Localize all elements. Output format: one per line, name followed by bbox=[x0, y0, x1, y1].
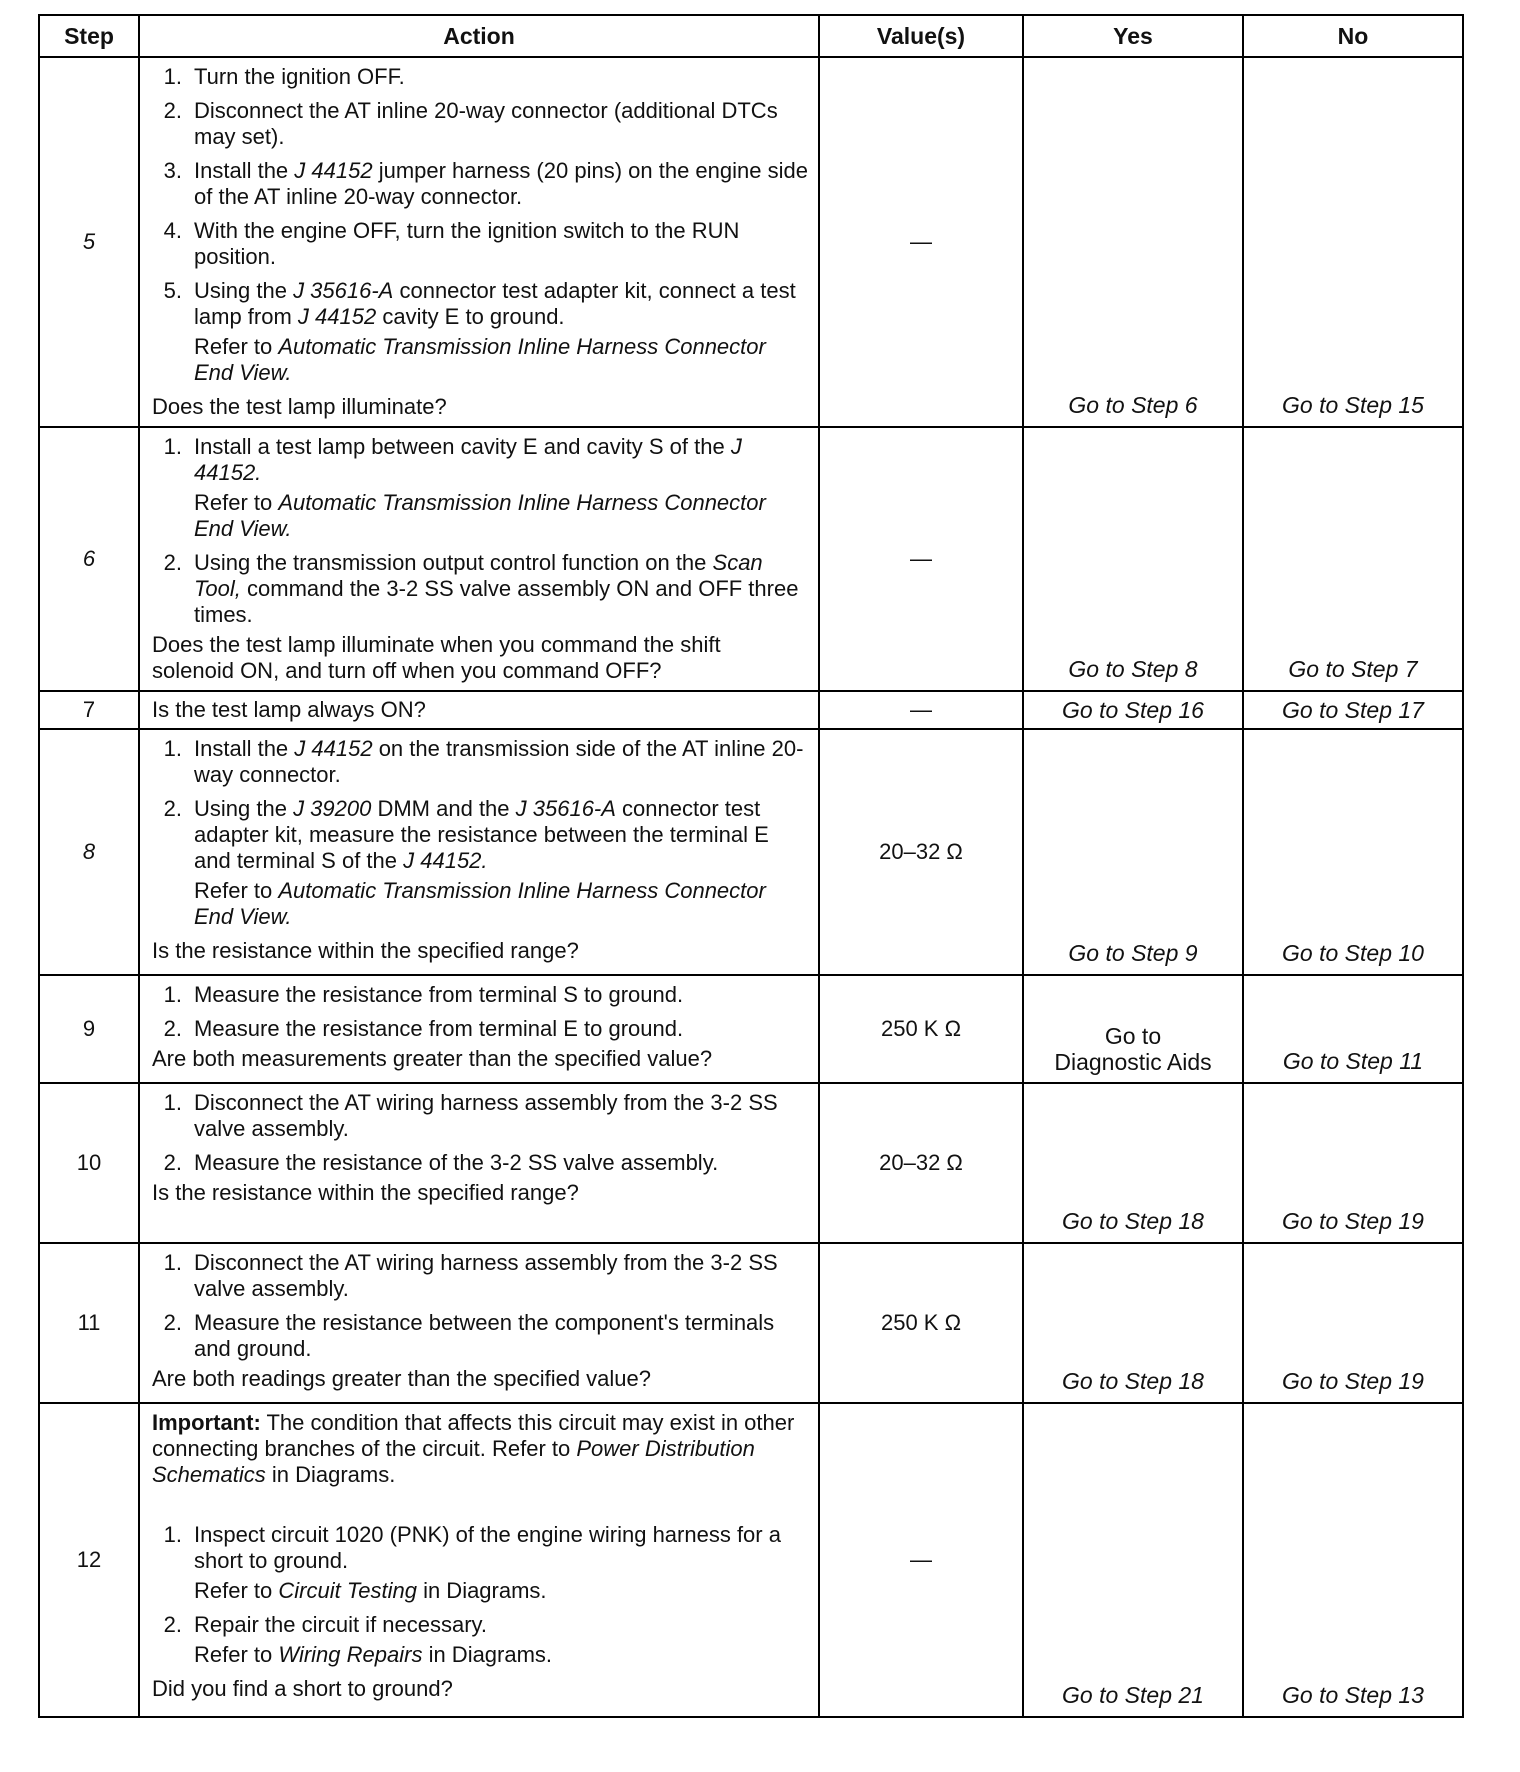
value-cell: 250 K Ω bbox=[819, 975, 1023, 1083]
action-cell bbox=[139, 1083, 819, 1243]
step-number: 9 bbox=[39, 975, 139, 1083]
table-row-step-9 bbox=[39, 975, 1463, 1083]
action-list bbox=[152, 1250, 808, 1362]
important-note: Important: The condition that affects this circuit may exist in other connecting branches of the circuit. Refer to Power Distribution Schematics in Diagrams. bbox=[152, 1410, 795, 1487]
no-cell: Go to Step 15 bbox=[1243, 57, 1463, 427]
list-item: 2. Disconnect the AT inline 20-way connector (additional DTCs may set). bbox=[163, 98, 778, 149]
table-row-step-6 bbox=[39, 427, 1463, 691]
list-item: 2. Measure the resistance between the component's terminals and ground. bbox=[163, 1310, 775, 1361]
tool-ref: J 39200 bbox=[293, 796, 372, 821]
header-row bbox=[39, 15, 1463, 57]
value-cell: — bbox=[819, 427, 1023, 691]
header-values: Value(s) bbox=[819, 15, 1023, 57]
question: Are both readings greater than the specified value? bbox=[152, 1366, 651, 1391]
step-number: 7 bbox=[39, 691, 139, 729]
doc-ref: Automatic Transmission Inline Harness Connector End View. bbox=[194, 878, 766, 929]
action-list bbox=[152, 982, 808, 1042]
no-cell: Go to Step 19 bbox=[1243, 1083, 1463, 1243]
table-row-step-12 bbox=[39, 1403, 1463, 1717]
list-item: 1. Install the J 44152 on the transmission side of the AT inline 20-way connector. bbox=[163, 736, 804, 787]
tool-ref: J 44152. bbox=[194, 434, 742, 485]
list-item: 2. Repair the circuit if necessary. bbox=[163, 1612, 488, 1637]
refer-note: Refer to Automatic Transmission Inline Harness Connector End View. bbox=[194, 334, 766, 385]
action-list bbox=[152, 736, 808, 874]
step-number: 12 bbox=[39, 1403, 139, 1717]
header-step: Step bbox=[39, 15, 139, 57]
no-cell: Go to Step 7 bbox=[1243, 427, 1463, 691]
action-cell bbox=[139, 691, 819, 729]
action-cell bbox=[139, 427, 819, 691]
yes-line: Go to bbox=[1104, 1023, 1162, 1049]
table-row-step-11 bbox=[39, 1243, 1463, 1403]
doc-ref: Automatic Transmission Inline Harness Connector End View. bbox=[194, 334, 766, 385]
action-list bbox=[152, 64, 808, 330]
list-item: 1. Install a test lamp between cavity E and cavity S of the J 44152. bbox=[163, 434, 742, 485]
list-item: 2. Using the J 39200 DMM and the J 35616-A connector test adapter kit, measure the resistance between the terminal E and terminal S of the J 44152. bbox=[163, 796, 769, 873]
action-list bbox=[152, 550, 808, 628]
action-list bbox=[152, 1090, 808, 1176]
header-yes: Yes bbox=[1023, 15, 1243, 57]
no-cell: Go to Step 11 bbox=[1243, 975, 1463, 1083]
tool-ref: J 35616-A bbox=[515, 796, 616, 821]
list-item: 2. Using the transmission output control function on the Scan Tool, command the 3-2 SS valve assembly ON and OFF three times. bbox=[163, 550, 799, 627]
question: Does the test lamp illuminate? bbox=[152, 394, 447, 419]
table-row-step-5 bbox=[39, 57, 1463, 427]
action-list bbox=[152, 434, 808, 486]
list-item: 2. Measure the resistance of the 3-2 SS valve assembly. bbox=[163, 1150, 719, 1175]
doc-ref: Power Distribution Schematics bbox=[152, 1436, 755, 1487]
refer-note: Refer to Wiring Repairs in Diagrams. bbox=[194, 1642, 553, 1667]
header-action: Action bbox=[139, 15, 819, 57]
table-row-step-7 bbox=[39, 691, 1463, 729]
table-row-step-8 bbox=[39, 729, 1463, 975]
no-cell: Go to Step 10 bbox=[1243, 729, 1463, 975]
question: Is the resistance within the specified range? bbox=[152, 938, 579, 963]
list-item: 3. Install the J 44152 jumper harness (20 pins) on the engine side of the AT inline 20-way connector. bbox=[163, 158, 808, 209]
question: Are both measurements greater than the specified value? bbox=[152, 1046, 713, 1071]
doc-ref: Automatic Transmission Inline Harness Connector End View. bbox=[194, 490, 766, 541]
value-cell: 250 K Ω bbox=[819, 1243, 1023, 1403]
step-number: 6 bbox=[39, 427, 139, 691]
value-cell: 20–32 Ω bbox=[819, 729, 1023, 975]
question: Does the test lamp illuminate when you command the shift solenoid ON, and turn off when you command OFF? bbox=[152, 632, 721, 683]
value-cell: — bbox=[819, 57, 1023, 427]
list-item: 1. Measure the resistance from terminal S to ground. bbox=[163, 982, 684, 1007]
tool-ref: Scan Tool, bbox=[194, 550, 763, 601]
yes-cell: Go to Step 21 bbox=[1023, 1403, 1243, 1717]
refer-note: Refer to Automatic Transmission Inline Harness Connector End View. bbox=[194, 490, 766, 541]
diagnostic-table-page bbox=[38, 14, 1464, 1718]
value-cell: 20–32 Ω bbox=[819, 1083, 1023, 1243]
list-item: 1. Disconnect the AT wiring harness assembly from the 3-2 SS valve assembly. bbox=[163, 1090, 778, 1141]
yes-cell: Go to Step 9 bbox=[1023, 729, 1243, 975]
tool-ref: J 44152 bbox=[294, 158, 373, 183]
important-label: Important: bbox=[152, 1410, 261, 1435]
action-cell bbox=[139, 975, 819, 1083]
question: Is the resistance within the specified range? bbox=[152, 1180, 579, 1205]
yes-cell bbox=[1023, 975, 1243, 1083]
diagnostic-table bbox=[38, 14, 1464, 1718]
no-cell: Go to Step 19 bbox=[1243, 1243, 1463, 1403]
list-item: 2. Measure the resistance from terminal E to ground. bbox=[163, 1016, 684, 1041]
doc-ref: Circuit Testing bbox=[278, 1578, 417, 1603]
doc-ref: Wiring Repairs bbox=[278, 1642, 423, 1667]
list-item: 1. Disconnect the AT wiring harness assembly from the 3-2 SS valve assembly. bbox=[163, 1250, 778, 1301]
tool-ref: J 44152. bbox=[403, 848, 488, 873]
list-item: 1. Turn the ignition OFF. bbox=[163, 64, 405, 89]
action-cell bbox=[139, 57, 819, 427]
no-cell: Go to Step 17 bbox=[1243, 691, 1463, 729]
list-item: 5. Using the J 35616-A connector test adapter kit, connect a test lamp from J 44152 cavity E to ground. bbox=[163, 278, 796, 329]
tool-ref: J 44152 bbox=[294, 736, 373, 761]
refer-note: Refer to Automatic Transmission Inline Harness Connector End View. bbox=[194, 878, 766, 929]
step-number: 11 bbox=[39, 1243, 139, 1403]
question: Is the test lamp always ON? bbox=[152, 697, 426, 722]
action-cell bbox=[139, 1243, 819, 1403]
action-list bbox=[152, 1522, 808, 1574]
yes-cell: Go to Step 16 bbox=[1023, 691, 1243, 729]
yes-cell: Go to Step 6 bbox=[1023, 57, 1243, 427]
step-number: 8 bbox=[39, 729, 139, 975]
no-cell: Go to Step 13 bbox=[1243, 1403, 1463, 1717]
yes-cell: Go to Step 18 bbox=[1023, 1083, 1243, 1243]
refer-note: Refer to Circuit Testing in Diagrams. bbox=[194, 1578, 547, 1603]
table-row-step-10 bbox=[39, 1083, 1463, 1243]
yes-line: Diagnostic Aids bbox=[1054, 1049, 1212, 1075]
action-cell bbox=[139, 729, 819, 975]
action-cell bbox=[139, 1403, 819, 1717]
question: Did you find a short to ground? bbox=[152, 1676, 453, 1701]
value-cell: — bbox=[819, 1403, 1023, 1717]
tool-ref: J 35616-A bbox=[293, 278, 394, 303]
header-no: No bbox=[1243, 15, 1463, 57]
step-number: 10 bbox=[39, 1083, 139, 1243]
tool-ref: J 44152 bbox=[297, 304, 377, 329]
list-item: 1. Inspect circuit 1020 (PNK) of the engine wiring harness for a short to ground. bbox=[163, 1522, 781, 1573]
yes-cell: Go to Step 18 bbox=[1023, 1243, 1243, 1403]
step-number: 5 bbox=[39, 57, 139, 427]
yes-cell: Go to Step 8 bbox=[1023, 427, 1243, 691]
value-cell: — bbox=[819, 691, 1023, 729]
action-list bbox=[152, 1612, 808, 1638]
list-item: 4. With the engine OFF, turn the ignition switch to the RUN position. bbox=[163, 218, 740, 269]
